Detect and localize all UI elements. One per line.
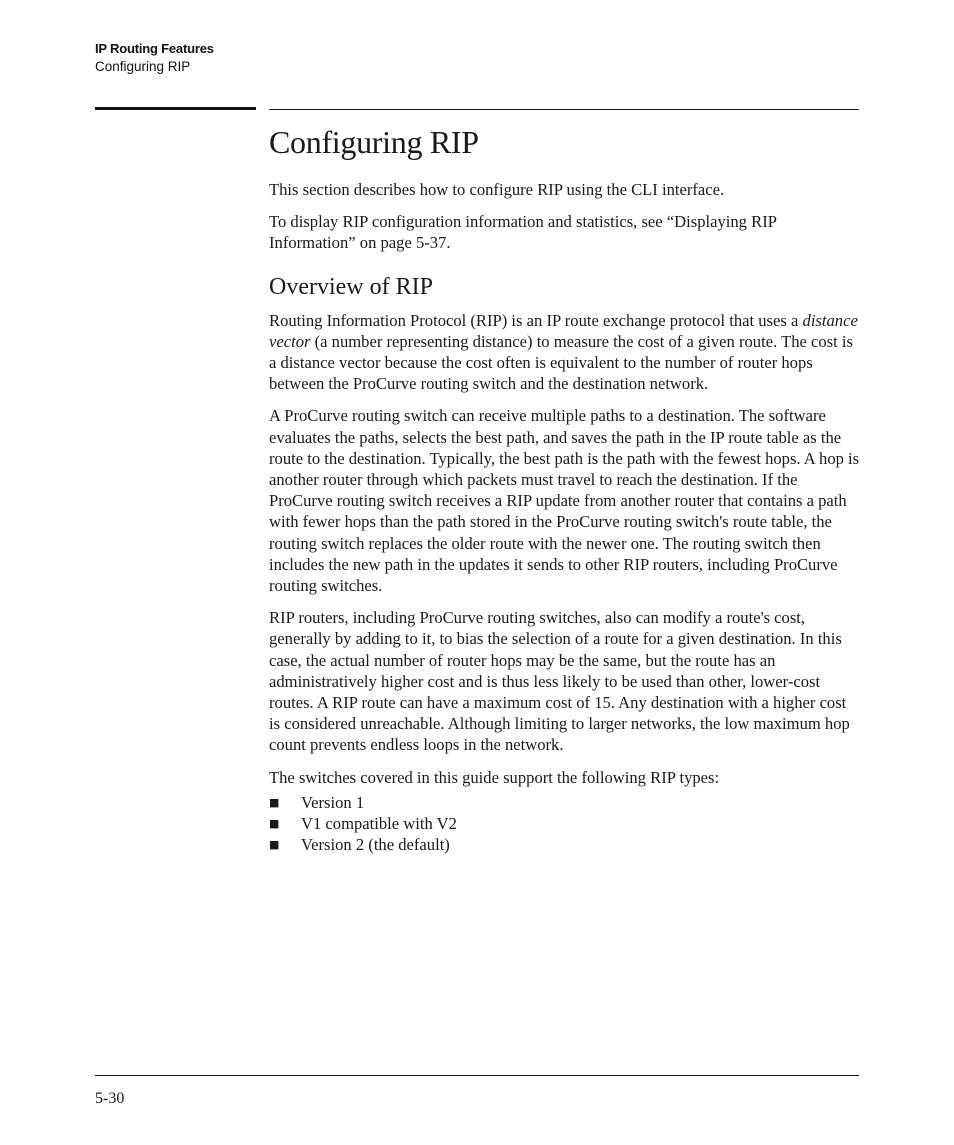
paragraph-text: Routing Information Protocol (RIP) is an IP route exchange protocol that uses a — [269, 310, 803, 330]
header-rule-thin — [269, 109, 859, 110]
intro-paragraph-1: This section describes how to configure RIP using the CLI interface. — [269, 180, 725, 199]
page-title: Configuring RIP — [269, 124, 479, 160]
list-item — [269, 834, 861, 855]
overview-paragraph-2: A ProCurve routing switch can receive multiple paths to a destination. The software evaluates the paths, selects the best path, and saves the path in the IP route table as the route to the destination. Typically, the best path is the path with the fewest hops. A hop is another router through which packets must travel to reach the destination. If the ProCurve routing switch receives a RIP update from another router that contains a path with fewer hops than the path stored in the ProCurve routing switch's route table, the routing switch replaces the older route with the newer one. The routing switch then includes the new path in the updates it sends to other RIP routers, including ProCurve routing switches. — [269, 406, 860, 596]
intro-paragraph-2: To display RIP configuration information and statistics, see “Displaying RIP Information” on page 5-37. — [269, 212, 777, 253]
overview-heading: Overview of RIP — [269, 273, 433, 300]
bullet-icon: ■ — [269, 817, 280, 831]
bullet-icon: ■ — [269, 838, 280, 852]
main-content — [269, 122, 861, 855]
rip-types-list — [269, 792, 861, 856]
footer-rule — [95, 1075, 859, 1076]
running-header-section: IP Routing Features — [95, 41, 214, 56]
emphasized-term: distance vector — [269, 310, 858, 351]
bullet-icon: ■ — [269, 795, 280, 809]
overview-paragraph-1 — [269, 310, 861, 395]
header-rule-thick — [95, 107, 256, 110]
list-item-text: Version 1 — [301, 792, 365, 812]
list-item-text: Version 2 (the default) — [301, 835, 450, 855]
running-header-subsection: Configuring RIP — [95, 59, 191, 74]
list-item-text: V1 compatible with V2 — [301, 814, 457, 834]
overview-paragraph-3: RIP routers, including ProCurve routing switches, also can modify a route's cost, generally by adding to it, to bias the selection of a route for a given destination. In this case, the actual number of router hops may be the same, but the route has an administratively higher cost and is thus less likely to be used than other, lower-cost routes. A RIP route can have a maximum cost of 15. Any destination with a higher cost is considered unreachable. Although limiting to larger networks, the low maximum hop count prevents endless loops in the network. — [269, 608, 850, 755]
paragraph-text: (a number representing distance) to measure the cost of a given route. The cost is a distance vector because the cost often is equivalent to the number of router hops between the ProCurve routing switch and the destination network. — [269, 331, 853, 394]
list-item — [269, 792, 861, 813]
rip-types-intro: The switches covered in this guide support the following RIP types: — [269, 767, 720, 787]
page-number: 5-30 — [95, 1090, 125, 1107]
list-item — [269, 813, 861, 834]
